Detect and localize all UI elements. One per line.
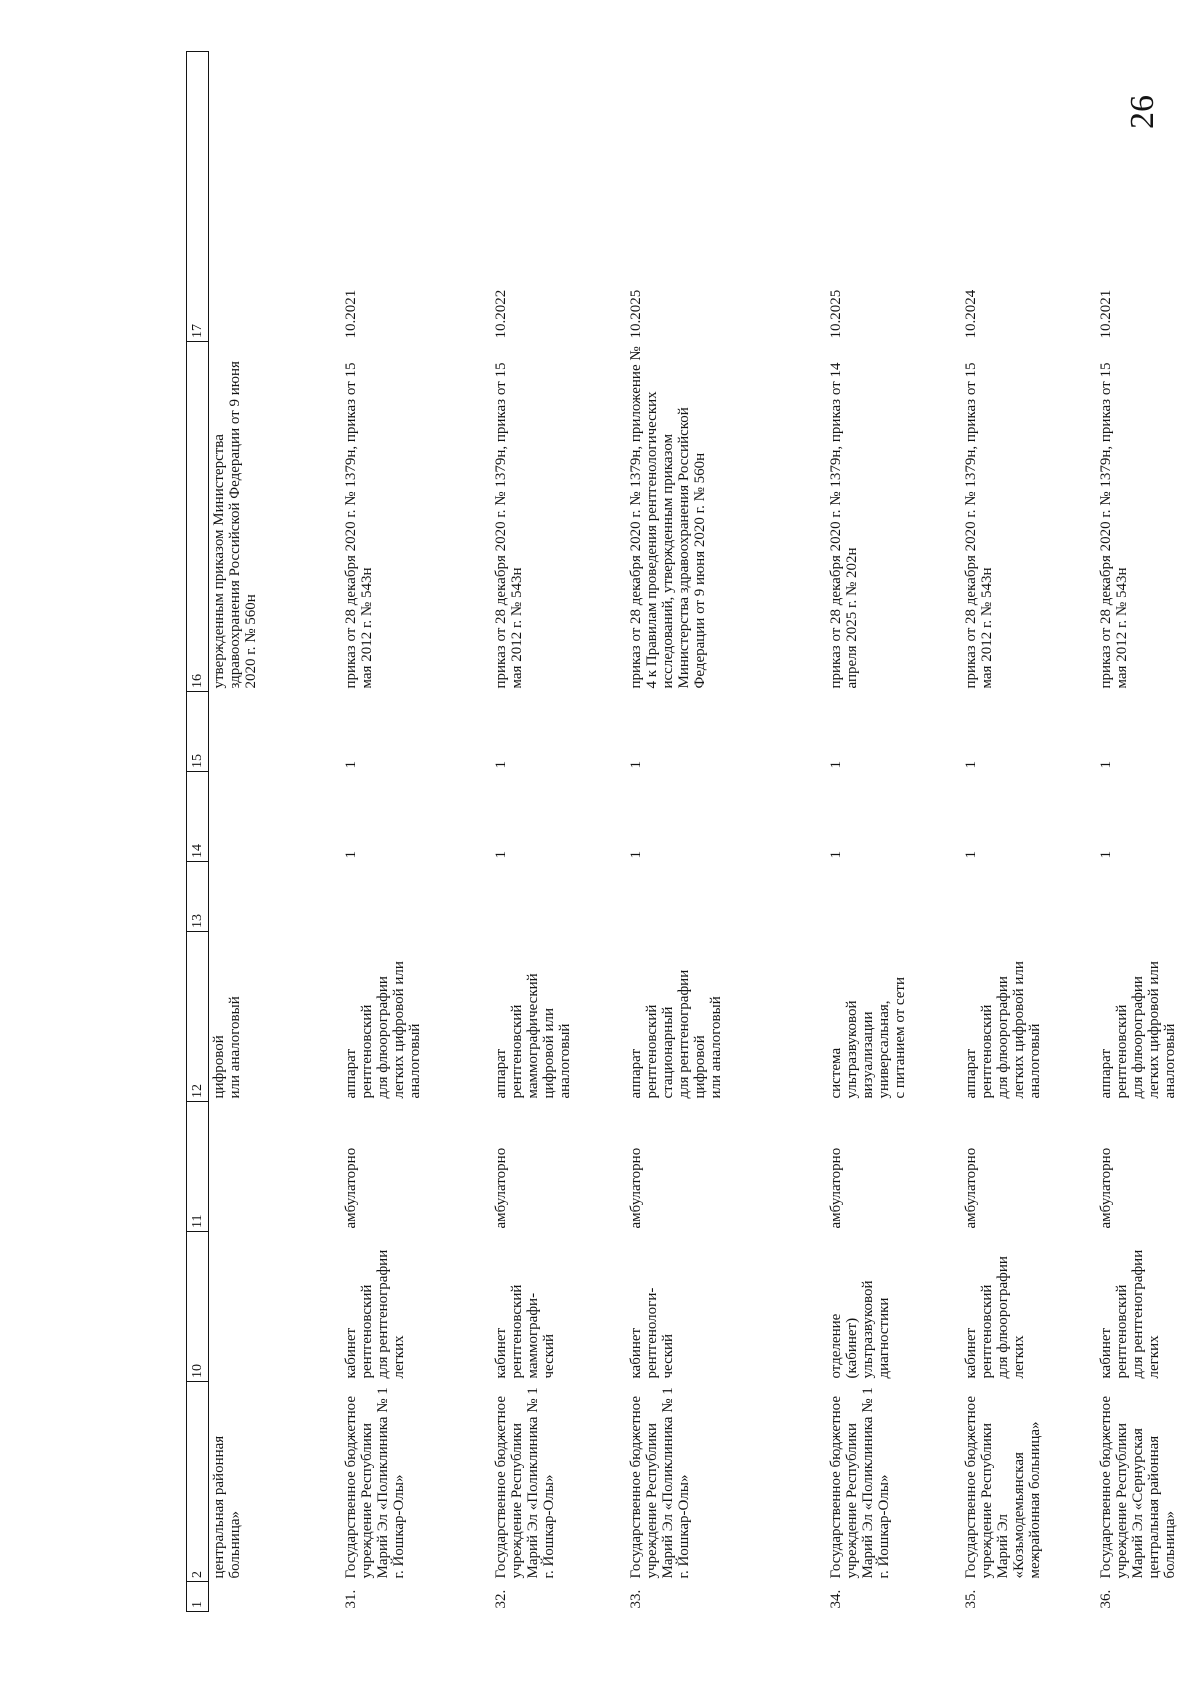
cell-institution: Государственное бюджетное учреждение Республики Марий Эл «Поликлиника № 1 г. Йошкар-Олы» bbox=[342, 1387, 407, 1579]
cell-equipment: аппарат рентгеновский маммографический цифровой или аналоговый bbox=[492, 973, 573, 1099]
cell-deadline: 10.2022 bbox=[492, 289, 509, 339]
cell-department: кабинет рентгеновский маммографи- ческий bbox=[492, 1284, 557, 1379]
cell-care-condition: амбулаторно bbox=[962, 1147, 979, 1229]
table-row-continuation bbox=[209, 52, 339, 1612]
cell-col14: 1 bbox=[342, 851, 359, 859]
cell-legal-basis: утвержденным приказом Министерства здравоохранения Российской Федерации от 9 июня 2020 г. № 560н bbox=[211, 361, 259, 689]
cell-institution: Государственное бюджетное учреждение Республики Марий Эл «Поликлиника № 1 г. Йошкар-Олы» bbox=[492, 1387, 557, 1579]
cell-legal-basis: приказ от 28 декабря 2020 г. № 1379н, приказ от 15 мая 2012 г. № 543н bbox=[492, 362, 525, 689]
cell-equipment: аппарат рентгеновский для флюорографии легких цифровой или аналоговый bbox=[1097, 961, 1178, 1099]
cell-department: кабинет рентгеновский для флюорографии легких bbox=[962, 1256, 1027, 1379]
cell-row-number: 32. bbox=[492, 1589, 509, 1609]
cell-equipment: система ультразвуковой визуализации универсальная, с питанием от сети bbox=[827, 976, 908, 1099]
cell-institution: Государственное бюджетное учреждение Республики Марий Эл «Поликлиника № 1 г. Йошкар-Олы» bbox=[627, 1387, 692, 1579]
cell-row-number: 35. bbox=[962, 1589, 979, 1609]
cell-care-condition: амбулаторно bbox=[492, 1147, 509, 1229]
column-header: 14 bbox=[187, 772, 209, 862]
cell-col13 bbox=[824, 862, 959, 932]
column-header: 15 bbox=[187, 692, 209, 772]
cell-institution: Государственное бюджетное учреждение Республики Марий Эл «Сернурская центральная районная больница» bbox=[1097, 1396, 1178, 1579]
cell-row-number: 36. bbox=[1097, 1589, 1114, 1609]
cell-equipment: аппарат рентгеновский для флюорографии легких цифровой или аналоговый bbox=[962, 961, 1043, 1099]
column-header: 10 bbox=[187, 1232, 209, 1382]
equipment-table bbox=[186, 51, 1200, 1612]
column-header: 11 bbox=[187, 1102, 209, 1232]
page-number: 26 bbox=[1124, 95, 1161, 129]
cell-deadline: 10.2025 bbox=[627, 289, 644, 339]
cell-col13 bbox=[489, 862, 624, 932]
cell-deadline: 10.2021 bbox=[342, 289, 359, 339]
column-header: 13 bbox=[187, 862, 209, 932]
cell-col15: 1 bbox=[827, 761, 844, 769]
cell-department: кабинет рентгенологи- ческий bbox=[627, 1287, 676, 1379]
cell-institution: центральная районная больница» bbox=[211, 1435, 243, 1579]
cell-col15: 1 bbox=[962, 761, 979, 769]
cell-care-condition: амбулаторно bbox=[342, 1147, 359, 1229]
table-header bbox=[187, 52, 209, 1612]
cell-col14: 1 bbox=[627, 851, 644, 859]
cell-legal-basis: приказ от 28 декабря 2020 г. № 1379н, приказ от 15 мая 2012 г. № 543н bbox=[962, 362, 995, 689]
cell-col13 bbox=[959, 862, 1094, 932]
cell-col15: 1 bbox=[492, 761, 509, 769]
cell-department: кабинет рентгеновский для рентгенографии легких bbox=[1097, 1249, 1162, 1379]
table-row bbox=[1094, 52, 1200, 1612]
table-row bbox=[489, 52, 624, 1612]
cell-col13 bbox=[339, 862, 489, 932]
cell-equipment: аппарат рентгеновский стационарный для рентгенографии цифровой или аналоговый bbox=[627, 969, 724, 1099]
cell-deadline: 10.2025 bbox=[827, 289, 844, 339]
table-row bbox=[624, 52, 824, 1612]
column-header: 16 bbox=[187, 342, 209, 692]
cell-col13 bbox=[624, 862, 824, 932]
cell-col14: 1 bbox=[1097, 851, 1114, 859]
cell-col13 bbox=[1094, 862, 1200, 932]
cell-legal-basis: приказ от 28 декабря 2020 г. № 1379н, приказ от 14 апреля 2025 г. № 202н bbox=[827, 362, 860, 689]
cell-equipment: аппарат рентгеновский для флюорографии легких цифровой или аналоговый bbox=[342, 961, 423, 1099]
cell-institution: Государственное бюджетное учреждение Республики Марий Эл «Поликлиника № 1 г. Йошкар-Олы» bbox=[827, 1387, 892, 1579]
cell-care-condition: амбулаторно bbox=[627, 1147, 644, 1229]
cell-col15: 1 bbox=[627, 761, 644, 769]
cell-col14: 1 bbox=[962, 851, 979, 859]
cell-department: отделение (кабинет) ультразвуковой диагностики bbox=[827, 1280, 892, 1379]
column-header: 12 bbox=[187, 932, 209, 1102]
column-header: 17 bbox=[187, 52, 209, 342]
cell-col15: 1 bbox=[1097, 761, 1114, 769]
cell-care-condition: амбулаторно bbox=[827, 1147, 844, 1229]
cell-legal-basis: приказ от 28 декабря 2020 г. № 1379н, приказ от 15 мая 2012 г. № 543н bbox=[1097, 362, 1130, 689]
table-row bbox=[339, 52, 489, 1612]
cell-row-number: 31. bbox=[342, 1589, 359, 1609]
cell-row-number: 34. bbox=[827, 1589, 844, 1609]
table-row bbox=[959, 52, 1094, 1612]
cell-deadline: 10.2024 bbox=[962, 289, 979, 339]
cell-department: кабинет рентгеновский для рентгенографии легких bbox=[342, 1249, 407, 1379]
column-header: 2 bbox=[187, 1382, 209, 1582]
cell-row-number: 33. bbox=[627, 1589, 644, 1609]
cell-col14: 1 bbox=[492, 851, 509, 859]
cell-equipment: цифровой или аналоговый bbox=[211, 996, 243, 1099]
rotated-page-content bbox=[186, 52, 1200, 1612]
cell-legal-basis: приказ от 28 декабря 2020 г. № 1379н, приказ от 15 мая 2012 г. № 543н bbox=[342, 362, 375, 689]
column-header: 1 bbox=[187, 1582, 209, 1612]
cell-institution: Государственное бюджетное учреждение Республики Марий Эл «Козьмодемьянская межрайонная больница» bbox=[962, 1396, 1043, 1579]
cell-legal-basis: приказ от 28 декабря 2020 г. № 1379н, приложение № 4 к Правилам проведения рентгенологических исследований, утвержденным приказом Министерства здравоохранения Российской Федерации от 9 июня 2020 г. № 560н bbox=[627, 346, 708, 689]
cell-care-condition: амбулаторно bbox=[1097, 1147, 1114, 1229]
table-row bbox=[824, 52, 959, 1612]
cell-deadline: 10.2021 bbox=[1097, 289, 1114, 339]
cell-col15: 1 bbox=[342, 761, 359, 769]
cell-col14: 1 bbox=[827, 851, 844, 859]
